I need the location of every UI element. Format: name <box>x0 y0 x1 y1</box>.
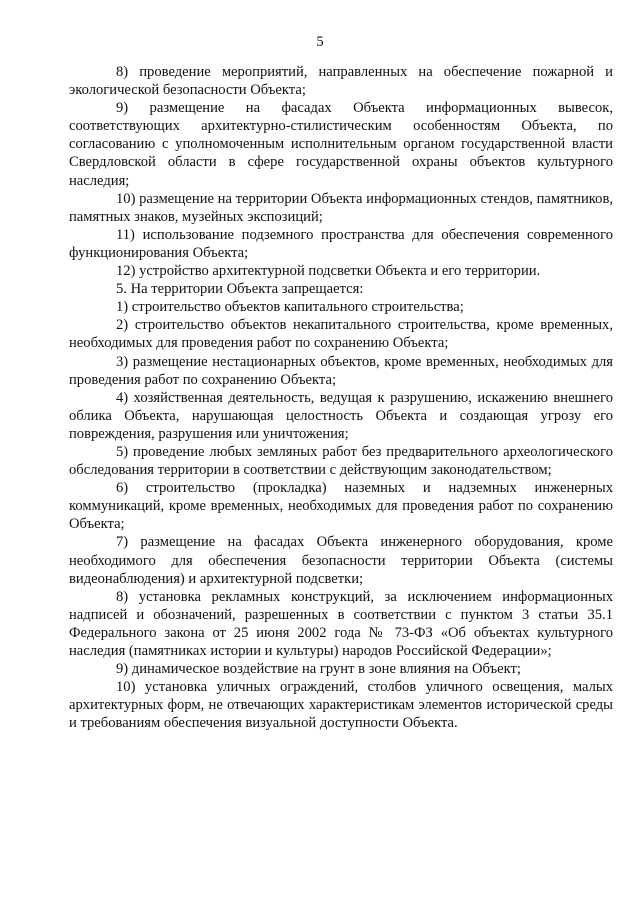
paragraph-item-11-underground: 11) использование подземного пространства для обеспечения современного функционирования Объекта; <box>69 226 613 261</box>
prohibition-item-2: 2) строительство объектов некапитального строительства, кроме временных, необходимых для проведения работ по сохранению Объекта; <box>69 317 613 352</box>
paragraph-item-10-stands: 10) размещение на территории Объекта информационных стендов, памятников, памятных знаков, музейных экспозиций; <box>69 190 613 225</box>
prohibition-item-7: 7) размещение на фасадах Объекта инженерного оборудования, кроме необходимого для обеспечения безопасности территории Объекта (системы видеонаблюдения) и архитектурной подсветки; <box>69 534 613 587</box>
prohibition-item-10: 10) установка уличных ограждений, столбов уличного освещения, малых архитектурных форм, не отвечающих характеристикам элементов исторической среды и требованиям обеспечения визуальной доступности Объекта. <box>69 679 613 732</box>
paragraph-item-8-fire-safety: 8) проведение мероприятий, направленных на обеспечение пожарной и экологической безопасности Объекта; <box>69 64 613 99</box>
page-number: 5 <box>316 34 324 50</box>
prohibition-item-8: 8) установка рекламных конструкций, за исключением информационных надписей и обозначений, разрешенных в соответствии с пунктом 3 статьи 35.1 Федерального закона от 25 июня 2002 года № 73-ФЗ «Об объектах культурного наследия (памятниках истории и культуры) народов Российской Федерации»; <box>69 588 613 659</box>
prohibition-item-9: 9) динамическое воздействие на грунт в зоне влияния на Объект; <box>116 661 521 678</box>
document-body <box>69 63 613 732</box>
paragraph-item-12-lighting: 12) устройство архитектурной подсветки Объекта и его территории. <box>116 263 541 280</box>
prohibition-item-3: 3) размещение нестационарных объектов, кроме временных, необходимых для проведения работ по сохранению Объекта; <box>69 353 613 388</box>
paragraph-item-9-signage: 9) размещение на фасадах Объекта информационных вывесок, соответствующих архитектурно-стилистическим особенностям Объекта, по согласованию с уполномоченным исполнительным органом государственной власти Свердловской области в сфере государственной охраны объектов культурного наследия; <box>69 100 613 189</box>
prohibition-item-6: 6) строительство (прокладка) наземных и надземных инженерных коммуникаций, кроме временных, необходимых для проведения работ по сохранению Объекта; <box>69 480 613 533</box>
section-5-heading: 5. На территории Объекта запрещается: <box>116 281 364 298</box>
prohibition-item-5: 5) проведение любых земляных работ без предварительного археологического обследования территории в соответствии с действующим законодательством; <box>69 443 613 479</box>
prohibition-item-4: 4) хозяйственная деятельность, ведущая к разрушению, искажению внешнего облика Объекта, нарушающая целостность Объекта и создающая угрозу его повреждения, разрушения или уничтожения; <box>69 389 613 442</box>
prohibition-item-1: 1) строительство объектов капитального строительства; <box>116 299 464 316</box>
